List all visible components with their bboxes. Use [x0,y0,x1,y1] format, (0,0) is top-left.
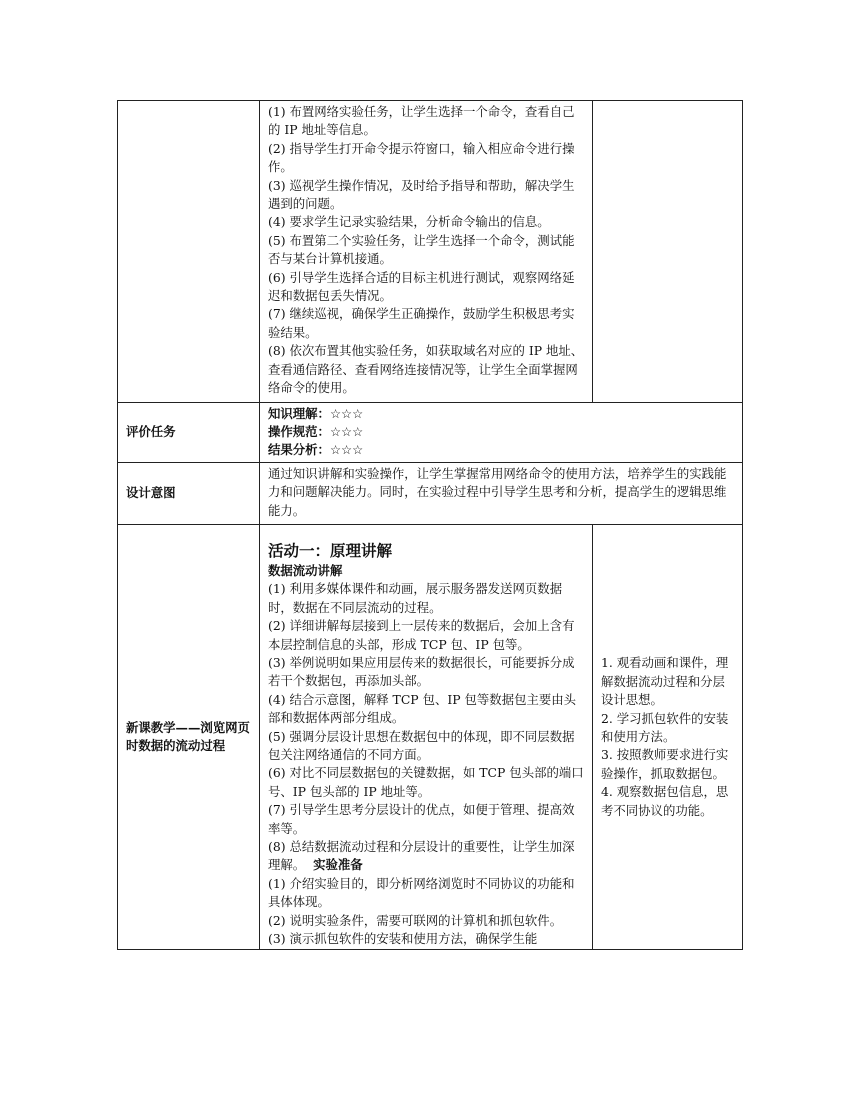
list-item: 3. 按照教师要求进行实验操作，抓取数据包。 [601,747,729,781]
list-item: (8) 依次布置其他实验任务，如获取域名对应的 IP 地址、查看通信路径、查看网络连接情况等，让学生全面掌握网络命令的使用。 [268,343,584,396]
lesson-plan-table [117,100,743,950]
list-item: (5) 强调分层设计思想在数据包中的体现，即不同层数据包关注网络通信的不同方面。 [268,728,575,762]
row-label-empty [118,101,260,403]
design-intent-text: 通过知识讲解和实验操作，让学生掌握常用网络命令的使用方法，培养学生的实践能力和问题解决能力。同时，在实验过程中引导学生思考和分析，提高学生的逻辑思维能力。 [260,462,743,524]
rating-stars: ☆☆☆ [329,405,364,421]
list-item: 1. 观看动画和课件，理解数据流动过程和分层设计思想。 [601,655,729,708]
table-row-experiment [118,101,743,403]
list-item: (2) 指导学生打开命令提示符窗口，输入相应命令进行操作。 [268,140,575,175]
list-item: (1) 介绍实验目的，即分析网络浏览时不同协议的功能和具体体现。 [268,875,575,910]
section-subtitle: 数据流动讲解 [268,562,343,578]
table-row-design [118,462,743,524]
list-item: (2) 说明实验条件，需要可联网的计算机和抓包软件。 [268,912,563,928]
list-item: (3) 演示抓包软件的安装和使用方法，确保学生能 [268,931,538,947]
activity-title: 活动一：原理讲解 [268,541,393,560]
rating-stars: ☆☆☆ [329,423,364,439]
new-lesson-student-cell [593,524,743,950]
list-item: (8) 总结数据流动过程和分层设计的重要性，让学生加深理解。 实验准备 [268,839,575,873]
list-item: 2. 学习抓包软件的安装和使用方法。 [601,710,729,744]
list-item: (4) 结合示意图，解释 TCP 包、IP 包等数据包主要由头部和数据体两部分组成。 [268,691,577,726]
list-item: (3) 巡视学生操作情况，及时给予指导和帮助，解决学生遇到的问题。 [268,177,575,212]
list-item: 4. 观察数据包信息，思考不同协议的功能。 [601,784,729,818]
table-row-new-lesson [118,524,743,950]
list-item: (6) 对比不同层数据包的关键数据，如 TCP 包头部的端口号、IP 包头部的 IP 地址等。 [268,765,584,799]
design-label: 设计意图 [118,462,260,524]
student-activity-cell-empty [593,101,743,403]
list-item: (2) 详细讲解每层接到上一层传来的数据后，会加上含有本层控制信息的头部，形成 TCP 包、IP 包等。 [268,618,575,652]
list-item: (7) 引导学生思考分层设计的优点，如便于管理、提高效率等。 [268,802,575,836]
table-row-evaluation [118,402,743,462]
evaluation-item: 知识理解：☆☆☆ [268,405,364,421]
evaluation-cell [260,402,743,462]
list-item: (4) 要求学生记录实验结果，分析命令输出的信息。 [268,214,550,230]
list-item: (1) 利用多媒体课件和动画，展示服务器发送网页数据时，数据在不同层流动的过程。 [268,581,563,615]
list-item: (5) 布置第二个实验任务，让学生选择一个命令，测试能否与某台计算机接通。 [268,232,575,267]
new-lesson-label: 新课教学——浏览网页时数据的流动过程 [118,524,260,950]
list-item: (7) 继续巡视，确保学生正确操作，鼓励学生积极思考实验结果。 [268,306,575,340]
evaluation-item: 操作规范：☆☆☆ [268,423,364,439]
rating-stars: ☆☆☆ [329,442,364,458]
evaluation-label: 评价任务 [118,402,260,462]
list-item: (6) 引导学生选择合适的目标主机进行测试，观察网络延迟和数据包丢失情况。 [268,269,575,304]
prep-title: 实验准备 [313,857,363,873]
new-lesson-teacher-cell [260,524,593,950]
list-item: (3) 举例说明如果应用层传来的数据很长，可能要拆分成若干个数据包，再添加头部。 [268,654,575,689]
evaluation-item: 结果分析：☆☆☆ [268,442,364,458]
teacher-activity-cell [260,101,593,403]
list-item: (1) 布置网络实验任务，让学生选择一个命令，查看自己的 IP 地址等信息。 [268,104,575,138]
